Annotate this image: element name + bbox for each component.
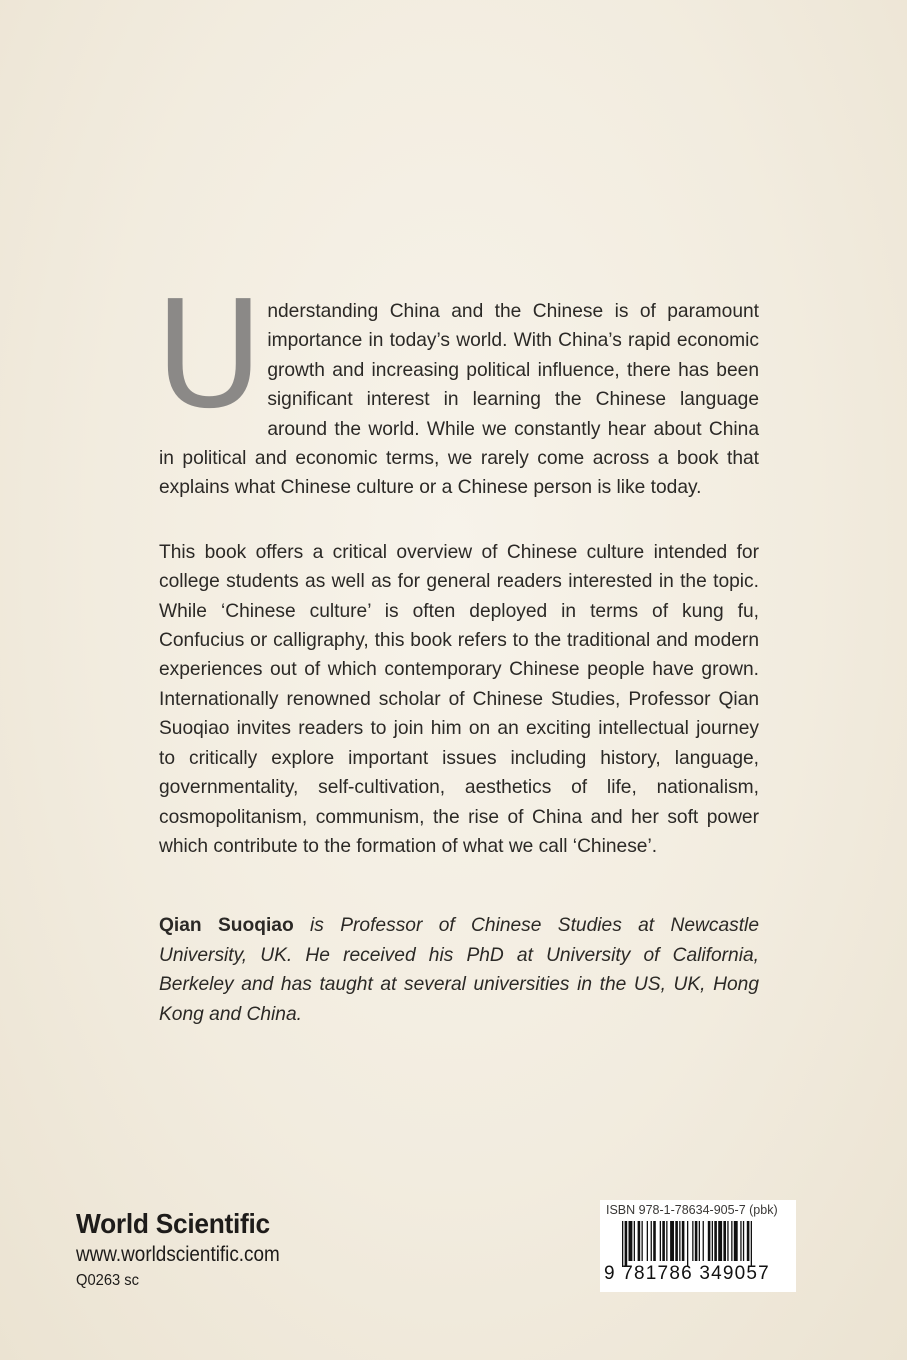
author-bio (159, 911, 759, 1029)
barcode-bar (734, 1221, 738, 1261)
back-cover-blurb (155, 269, 759, 1029)
blurb-paragraph-1 (155, 269, 759, 503)
barcode-bar (682, 1221, 685, 1261)
author-bio-text: is Professor of Chinese Studies at Newcastle University, UK. He received his PhD at University of California, Berkeley and has taught at several universities in the US, UK, Hong Kong and China. (159, 915, 759, 1025)
barcode-bar (625, 1221, 628, 1267)
barcode-bar (647, 1221, 648, 1261)
drop-cap-letter: U (155, 269, 262, 441)
barcode-bar (670, 1221, 674, 1261)
barcode-bar (723, 1221, 726, 1261)
barcode-bar (660, 1221, 661, 1261)
barcode-bar (712, 1221, 713, 1261)
barcode-digits: 9 781786 349057 (604, 1263, 770, 1284)
barcode-bar (675, 1221, 678, 1261)
barcode-bar (714, 1221, 717, 1261)
barcode-bar (731, 1221, 732, 1261)
barcode-bar (743, 1221, 744, 1261)
publisher-url: www.worldscientific.com (76, 1243, 280, 1266)
blurb-paragraph-1-text: nderstanding China and the Chinese is of paramount importance in today’s world. With China’s rapid economic growth and increasing political influence, there has been significant interest in learning the Chinese language around the world. While we constantly hear about China in political and economic terms, we rarely come across a book that explains what Chinese culture or a Chinese person is like today. (159, 301, 759, 499)
publisher-block (76, 1207, 302, 1294)
barcode-bar (666, 1221, 667, 1261)
barcode-bars (620, 1221, 792, 1267)
barcode-bar (642, 1221, 643, 1261)
barcode-bar (708, 1221, 711, 1261)
blurb-paragraph-2: This book offers a critical overview of Chinese culture intended for college students as well as for general readers interested in the topic. While ‘Chinese culture’ is often deployed in terms of kung fu, Confucius or calligraphy, this book refers to the traditional and modern experiences out of which contemporary Chinese people have grown. Internationally renowned scholar of Chinese Studies, Professor Qian Suoqiao invites readers to join him on an exciting intellectual journey to critically explore important issues including history, language, governmentality, self-cultivation, aesthetics of life, nationalism, cosmopolitanism, communism, the rise of China and her soft power which contribute to the formation of what we call ‘Chinese’. (159, 541, 759, 857)
isbn-label: ISBN 978-1-78634-905-7 (pbk) (606, 1203, 778, 1217)
isbn-barcode (600, 1200, 796, 1292)
barcode-bar (662, 1221, 665, 1261)
barcode-bar (679, 1221, 680, 1261)
barcode-bar (695, 1221, 698, 1261)
barcode-bar (740, 1221, 741, 1261)
product-code: Q0263 sc (76, 1272, 140, 1289)
barcode-bar (651, 1221, 652, 1261)
barcode-bar (751, 1221, 752, 1267)
barcode-bar (699, 1221, 700, 1261)
barcode-bar (687, 1221, 688, 1267)
barcode-bar (692, 1221, 693, 1261)
barcode-bar (718, 1221, 722, 1261)
author-name: Qian Suoqiao (159, 915, 294, 937)
barcode-bar (622, 1221, 623, 1267)
barcode-bar (634, 1221, 635, 1261)
barcode-bar (638, 1221, 641, 1261)
barcode-bar (703, 1221, 704, 1261)
barcode-bar (747, 1221, 750, 1261)
barcode-bar (653, 1221, 656, 1261)
barcode-bar (629, 1221, 633, 1261)
barcode-bar (727, 1221, 728, 1261)
publisher-name: World Scientific (76, 1208, 270, 1239)
